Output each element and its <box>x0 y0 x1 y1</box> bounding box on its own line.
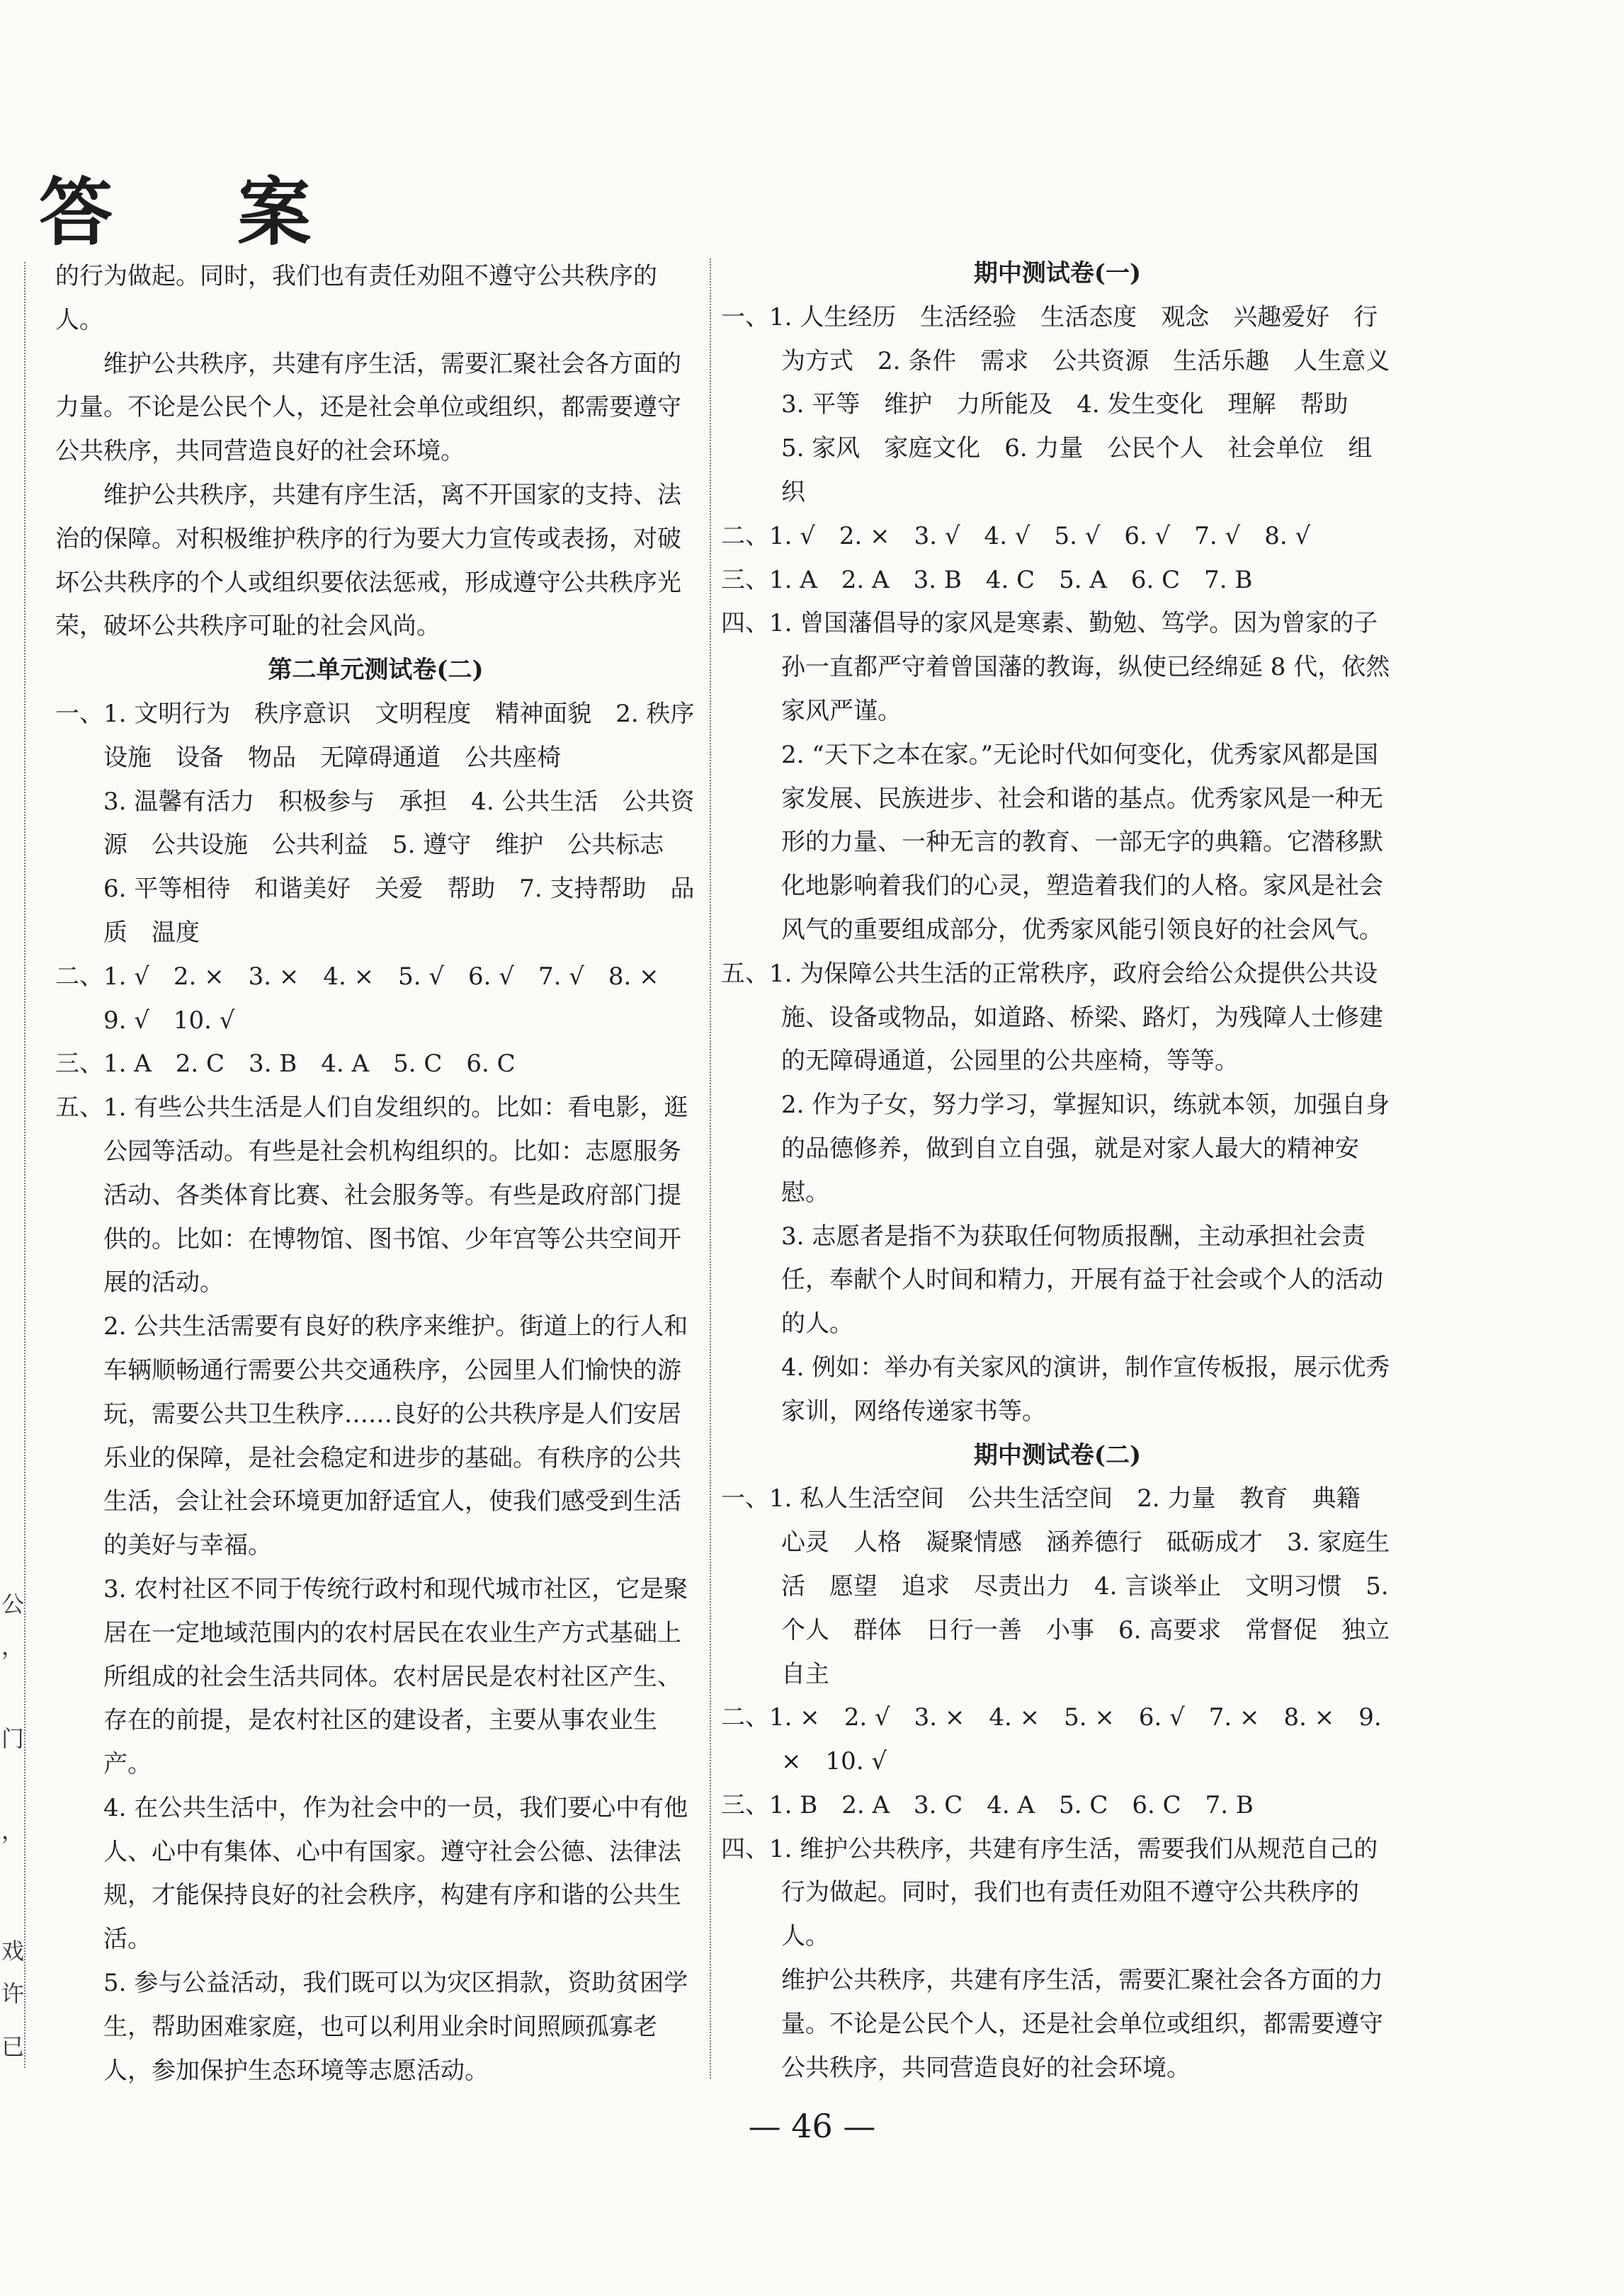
answer-item: 二、1. × 2. √ 3. × 4. × 5. × 6. √ 7. × 8. × 9. × 10. √ <box>721 1703 1382 1776</box>
left-column <box>55 255 719 2093</box>
margin-char: ， <box>1 1817 25 1844</box>
page-title: 答 案 <box>39 169 361 256</box>
answer-item: 四、1. 维护公共秩序，共建有序生活，需要我们从规范自己的行为做起。同时，我们也有责任劝阻不遵守公共秩序的人。 <box>721 1834 1378 1951</box>
answer-item: 一、1. 人生经历 生活经验 生活态度 观念 兴趣爱好 行为方式 2. 条件 需求 公共资源 生活乐趣 人生意义 3. 平等 维护 力所能及 4. 发生变化 理解 帮助 5. 家风 家庭文化 6. 力量 公民个人 社会单位 组织 <box>721 302 1414 506</box>
answer-item: 二、1. √ 2. × 3. √ 4. √ 5. √ 6. √ 7. √ 8. √ <box>721 521 1311 550</box>
answer-item: 4. 例如：举办有关家风的演讲，制作宣传板报，展示优秀家训，网络传递家书等。 <box>781 1353 1390 1426</box>
section-title: 期中测试卷(二) <box>973 1440 1142 1470</box>
margin-char: 已 <box>1 2033 25 2060</box>
answer-item: 2. “天下之本在家。”无论时代如何变化，优秀家风都是国家发展、民族进步、社会和谐的基点。优秀家风是一种无形的力量、一种无言的教育、一部无字的典籍。它潜移默化地影响着我们的心灵，塑造着我们的人格。家风是社会风气的重要组成部分，优秀家风能引领良好的社会风气。 <box>781 740 1383 944</box>
answer-item: 3. 农村社区不同于传统行政村和现代城市社区，它是聚居在一定地域范围内的农村居民在农业生产方式基础上所组成的社会生活共同体。农村居民是农村社区产生、存在的前提，是农村社区的建设者，主要从事农业生产。 <box>103 1574 688 1779</box>
answer-item: 五、1. 有些公共生活是人们自发组织的。比如：看电影，逛公园等活动。有些是社会机构组织的。比如：志愿服务活动、各类体育比赛、社会服务等。有些是政府部门提供的。比如：在博物馆、图书馆、少年宫等公共空间开展的活动。 <box>55 1093 688 1297</box>
answer-item: 一、1. 私人生活空间 公共生活空间 2. 力量 教育 典籍 心灵 人格 凝聚情感 涵养德行 砥砺成才 3. 家庭生活 愿望 追求 尽责出力 4. 言谈举止 文明习惯 5. 个人 群体 日行一善 小事 6. 高要求 常督促 独立 自主 <box>721 1484 1414 1688</box>
answer-item: 三、1. A 2. C 3. B 4. A 5. C 6. C <box>55 1050 516 1079</box>
answer-item: 五、1. 为保障公共生活的正常秩序，政府会给公众提供公共设施、设备或物品，如道路、桥梁、路灯，为残障人士修建的无障碍通道，公园里的公共座椅，等等。 <box>721 959 1383 1076</box>
section-title: 期中测试卷(一) <box>973 259 1142 288</box>
answer-paragraph: 维护公共秩序，共建有序生活，离不开国家的支持、法治的保障。对积极维护秩序的行为要大力宣传或表扬，对破坏公共秩序的个人或组织要依法惩戒，形成遵守公共秩序光荣，破坏公共秩序可耻的社会风尚。 <box>55 480 681 641</box>
answer-item: 5. 参与公益活动，我们既可以为灾区捐款，资助贫困学生，帮助困难家庭，也可以利用业余时间照顾孤寡老人，参加保护生态环境等志愿活动。 <box>103 1969 688 2085</box>
margin-char: 许 <box>1 1980 25 2007</box>
answer-item: 2. 作为子女，努力学习，掌握知识，练就本领，加强自身的品德修养，做到自立自强，就是对家人最大的精神安慰。 <box>781 1091 1390 1207</box>
answer-item: 维护公共秩序，共建有序生活，需要汇聚社会各方面的力量。不论是公民个人，还是社会单位或组织，都需要遵守公共秩序，共同营造良好的社会环境。 <box>781 1966 1383 2082</box>
column-divider <box>710 258 711 2079</box>
page-number: — 46 — <box>748 2107 876 2145</box>
left-dotted-rule <box>24 262 25 2068</box>
answer-item: 2. 公共生活需要有良好的秩序来维护。街道上的行人和车辆顺畅通行需要公共交通秩序，公园里人们愉快的游玩，需要公共卫生秩序……良好的公共秩序是人们安居乐业的保障，是社会稳定和进步的基础。有秩序的公共生活，会让社会环境更加舒适宜人，使我们感受到生活的美好与幸福。 <box>103 1312 688 1560</box>
answer-item: 3. 志愿者是指不为获取任何物质报酬，主动承担社会责任，奉献个人时间和精力，开展有益于社会或个人的活动的人。 <box>781 1222 1383 1339</box>
margin-char: 门 <box>1 1725 25 1752</box>
answer-item: 4. 在公共生活中，作为社会中的一员，我们要心中有他人、心中有集体、心中有国家。遵守社会公德、法律法规，才能保持良好的社会秩序，构建有序和谐的公共生活。 <box>103 1793 688 1954</box>
answer-paragraph: 的行为做起。同时，我们也有责任劝阻不遵守公共秩序的人。 <box>55 262 657 334</box>
answer-item: 三、1. A 2. A 3. B 4. C 5. A 6. C 7. B <box>721 565 1253 594</box>
answer-paragraph: 维护公共秩序，共建有序生活，需要汇聚社会各方面的力量。不论是公民个人，还是社会单位或组织，都需要遵守公共秩序，共同营造良好的社会环境。 <box>55 349 681 466</box>
right-column <box>721 252 1414 2090</box>
answer-item: 3. 温馨有活力 积极参与 承担 4. 公共生活 公共资源 公共设施 公共利益 5. 遵守 维护 公共标志 6. 平等相待 和谐美好 关爱 帮助 7. 支持帮助 品质 温度 <box>103 787 695 947</box>
section-title: 第二单元测试卷(二) <box>268 656 484 685</box>
margin-char: 公 <box>1 1591 25 1618</box>
answer-item: 四、1. 曾国藩倡导的家风是寒素、勤勉、笃学。因为曾家的子孙一直都严守着曾国藩的教诲，纵使已经绵延 8 代，依然家风严谨。 <box>721 609 1390 725</box>
margin-char: 戏 <box>1 1938 25 1965</box>
answer-item: 三、1. B 2. A 3. C 4. A 5. C 6. C 7. B <box>721 1790 1254 1819</box>
margin-char: ， <box>1 1633 25 1660</box>
answer-item: 二、1. √ 2. × 3. × 4. × 5. √ 6. √ 7. √ 8. × 9. √ 10. √ <box>55 962 683 1035</box>
answer-item: 一、1. 文明行为 秩序意识 文明程度 精神面貌 2. 秩序 设施 设备 物品 无障碍通道 公共座椅 <box>55 699 719 772</box>
